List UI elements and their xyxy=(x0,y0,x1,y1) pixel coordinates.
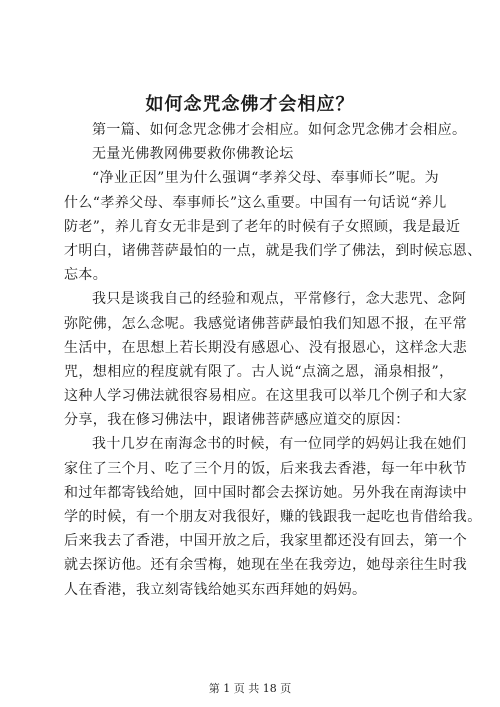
body-line: “净业正因”里为什么强调“孝养父母、奉事师长”呢。为 xyxy=(92,170,440,187)
body-line: 家住了三个月、吃了三个月的饭，后来我去香港，每一年中秋节 xyxy=(64,460,468,477)
body-line: 忘本。 xyxy=(64,267,108,284)
body-line: 第一篇、如何念咒念佛才会相应。如何念咒念佛才会相应。 xyxy=(92,122,467,138)
body-line: 什么“孝养父母、奉事师长”这么重要。中国有一句话说“养儿 xyxy=(64,194,447,211)
body-line: 才明白，诸佛菩萨最怕的一点，就是我们学了佛法，到时候忘恩、 xyxy=(64,242,482,259)
body-line: 和过年都寄钱给她，回中国时都会去探访她。另外我在南海读中 xyxy=(64,484,468,501)
body-line: 就去探访他。还有余雪梅，她现在坐在我旁边，她母亲往生时我 xyxy=(64,557,468,574)
body-line: 生活中，在思想上若长期没有感恩心、没有报恩心，这样念大悲 xyxy=(64,339,468,356)
body-line: 后来我去了香港，中国开放之后，我家里都还没有回去，第一个 xyxy=(64,533,468,550)
body-line: 弥陀佛，怎么念呢。我感觉诸佛菩萨最怕我们知恩不报，在平常 xyxy=(64,315,468,332)
body-line: 人在香港，我立刻寄钱给她买东西拜她的妈妈。 xyxy=(64,581,367,598)
body-line: 我十几岁在南海念书的时候，有一位同学的妈妈让我在她们 xyxy=(92,436,467,453)
body-line: 无量光佛教网佛要救你佛教论坛 xyxy=(92,146,294,163)
document-title: 如何念咒念佛才会相应？ xyxy=(145,94,355,115)
body-line: 学的时候，有一个朋友对我很好，赚的钱跟我一起吃也肯借给我。 xyxy=(64,509,482,525)
page-number-footer: 第 1 页 共 18 页 xyxy=(208,682,292,695)
body-line: 咒，想相应的程度就有限了。古人说“点滴之恩，涌泉相报”， xyxy=(64,363,454,380)
body-line: 防老”，养儿育女无非是到了老年的时候有子女照顾，我是最近 xyxy=(64,218,461,235)
document-body xyxy=(64,118,482,602)
body-line: 分享，我在修习佛法中，跟诸佛菩萨感应道交的原因： xyxy=(64,412,410,429)
body-line: 我只是谈我自己的经验和观点，平常修行，念大悲咒、念阿 xyxy=(92,291,467,308)
body-line: 这种人学习佛法就很容易相应。在这里我可以举几个例子和大家 xyxy=(64,388,468,405)
